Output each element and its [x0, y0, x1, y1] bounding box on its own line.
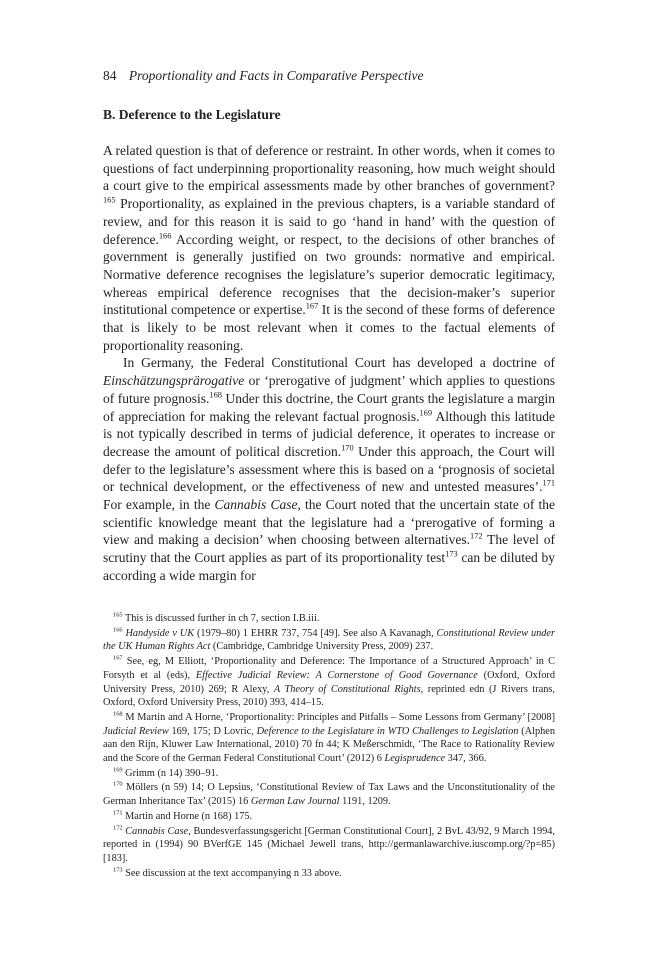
text-run: Under this approach, the Court will defer to the legislature’s assessment where this is based on a ‘prognosis of societal or technical development, or the effectiveness of new and untested measures’.: [103, 443, 555, 495]
footnote-165: [103, 612, 555, 626]
section-heading: B. Deference to the Legislature: [103, 107, 281, 122]
footnote-marker: 166: [158, 231, 172, 241]
footnote-marker: 172: [113, 824, 123, 832]
body-text: [103, 142, 555, 585]
italic-text: Constitutional Review under the UK Human Rights Act: [103, 627, 555, 653]
footnote-marker: 168: [113, 710, 123, 718]
footnote-marker: 167: [305, 301, 319, 311]
footnote-marker: 170: [341, 443, 354, 453]
text-run: A related question is that of deference or restraint. In other words, when it comes to questions of fact underpinning proportionality reasoning, how much weight should a court give to the empirical assessments made by other branches of government?: [103, 143, 555, 194]
text-run: (Alphen aan den Rijn, Kluwer Law International, 2010) 70 fn 44; K Meßerschmidt, ‘The Race to Rationality Review and the Score of the German Federal Constitutional Court’ (2012) 6: [103, 725, 555, 765]
footnote-167: [103, 655, 555, 710]
text-run: 169, 175; D Lovric,: [168, 725, 257, 737]
footnote-marker: 170: [113, 781, 123, 789]
text-run: 1191, 1209.: [339, 796, 391, 808]
footnote-171: [103, 810, 555, 824]
footnote-166: [103, 627, 555, 654]
text-run: Möllers (n 59) 14; O Lepsius, ‘Constitutional Review of Tax Laws and the Unconstitutionality of the German Inheritance Tax’ (2015) 16: [103, 782, 555, 808]
italic-text: German Law Journal: [250, 796, 340, 808]
text-run: This is discussed further in ch 7, section I.B.iii.: [122, 613, 320, 624]
footnote-marker: 165: [113, 611, 123, 619]
text-run: can be diluted by according a wide margin for: [103, 550, 555, 583]
page-number: 84: [103, 68, 117, 83]
footnote-marker: 168: [209, 390, 222, 400]
footnote-marker: 169: [419, 408, 433, 418]
text-run: According weight, or respect, to the decisions of other branches of government is generally justified on two grounds: normative and empirical. Normative deference recognises the legislature’s superior democratic legitimacy, whereas empirical deference recognises that the decision-maker’s superior institutional competence or expertise.: [103, 231, 555, 318]
text-run: , the Court noted that the uncertain state of the scientific knowledge meant that the legislature had a ‘prerogative of forming a view and making a decision’ when choosing between alternatives.: [103, 497, 555, 548]
footnotes: [103, 612, 555, 881]
footnote-marker: 166: [113, 626, 123, 634]
paragraph-2: [103, 354, 555, 584]
text-run: (Oxford, Oxford University Press, 2010) 269; R Alexy,: [103, 669, 555, 695]
paragraph-1: [103, 142, 555, 354]
footnote-rule: [103, 599, 223, 600]
italic-text: Einschätzungsprärogative: [103, 373, 245, 389]
text-run: Martin and Horne (n 168) 175.: [122, 810, 253, 822]
italic-text: Judicial Review: [103, 725, 169, 737]
text-run: , Bundesverfassungsgericht [German Constitutional Court], 2 BvL 43/92, 9 March 1994, reported in (1994) 90 BVerfGE 145 (Michael Jewell trans, http://germanlawarchive.iuscomp.org/?p=85) [183].: [103, 825, 555, 864]
footnote-marker: 173: [113, 866, 123, 874]
italic-text: Handyside v UK: [122, 627, 195, 639]
italic-text: A Theory of Constitutional Rights: [273, 683, 421, 695]
text-run: or ‘prerogative of judgment’ which applies to questions of future prognosis.: [103, 373, 555, 406]
text-run: Grimm (n 14) 390–91.: [122, 767, 219, 779]
text-run: (1979–80) 1 EHRR 737, 754 [49]. See also A Kavanagh,: [194, 627, 437, 639]
text-run: For example, in the: [103, 497, 215, 513]
running-header: [103, 68, 423, 84]
text-run: (Cambridge, Cambridge University Press, 2009) 237.: [210, 641, 434, 653]
text-run: Proportionality, as explained in the previous chapters, is a variable standard of review, and for this reason it is said to go ‘hand in hand’ with the question of deference.: [103, 196, 555, 247]
footnote-170: [103, 781, 555, 808]
text-run: 347, 366.: [445, 753, 487, 765]
text-run: See, eg, M Elliott, ‘Proportionality and Deference: The Importance of a Structured Approach’ in C Forsyth et al (eds),: [103, 656, 555, 681]
running-title: Proportionality and Facts in Comparative Perspective: [128, 68, 424, 83]
italic-text: Cannabis Case: [122, 825, 189, 837]
text-run: M Martin and A Horne, ‘Proportionality: Principles and Pitfalls – Some Lessons from Germany’ [2008]: [122, 711, 555, 723]
text-run: Although this latitude is not typically described in terms of judicial deference, it operates to increase or decrease the amount of political discretion.: [103, 408, 556, 459]
footnote-marker: 171: [113, 809, 123, 817]
footnote-169: [103, 767, 555, 781]
italic-text: Legisprudence: [384, 753, 446, 765]
italic-text: Deference to the Legislature in WTO Challenges to Legislation: [256, 725, 519, 737]
italic-text: Effective Judicial Review: A Cornerstone of Good Governance: [195, 669, 478, 681]
text-run: See discussion at the text accompanying n 33 above.: [122, 867, 342, 879]
text-run: The level of scrutiny that the Court applies as part of its proportionality test: [103, 532, 555, 566]
footnote-172: [103, 825, 555, 866]
footnote-marker: 169: [113, 766, 123, 774]
italic-text: Cannabis Case: [214, 497, 298, 513]
footnote-marker: 173: [445, 549, 458, 559]
footnote-marker: 172: [470, 531, 483, 541]
footnote-168: [103, 711, 555, 766]
footnote-marker: 171: [542, 478, 555, 488]
text-run: It is the second of these forms of deference that is likely to be most relevant when it comes to the factual elements of proportionality reasoning.: [103, 302, 555, 353]
footnote-173: [103, 867, 555, 881]
text-run: , reprinted edn (J Rivers trans, Oxford, Oxford University Press, 2010) 393, 414–15.: [103, 683, 556, 709]
footnote-marker: 165: [103, 195, 116, 205]
text-run: In Germany, the Federal Constitutional Court has developed a doctrine of: [123, 355, 555, 371]
footnote-marker: 167: [113, 654, 123, 662]
text-run: Under this doctrine, the Court grants the legislature a margin of appreciation for making the relevant factual prognosis.: [103, 390, 556, 424]
